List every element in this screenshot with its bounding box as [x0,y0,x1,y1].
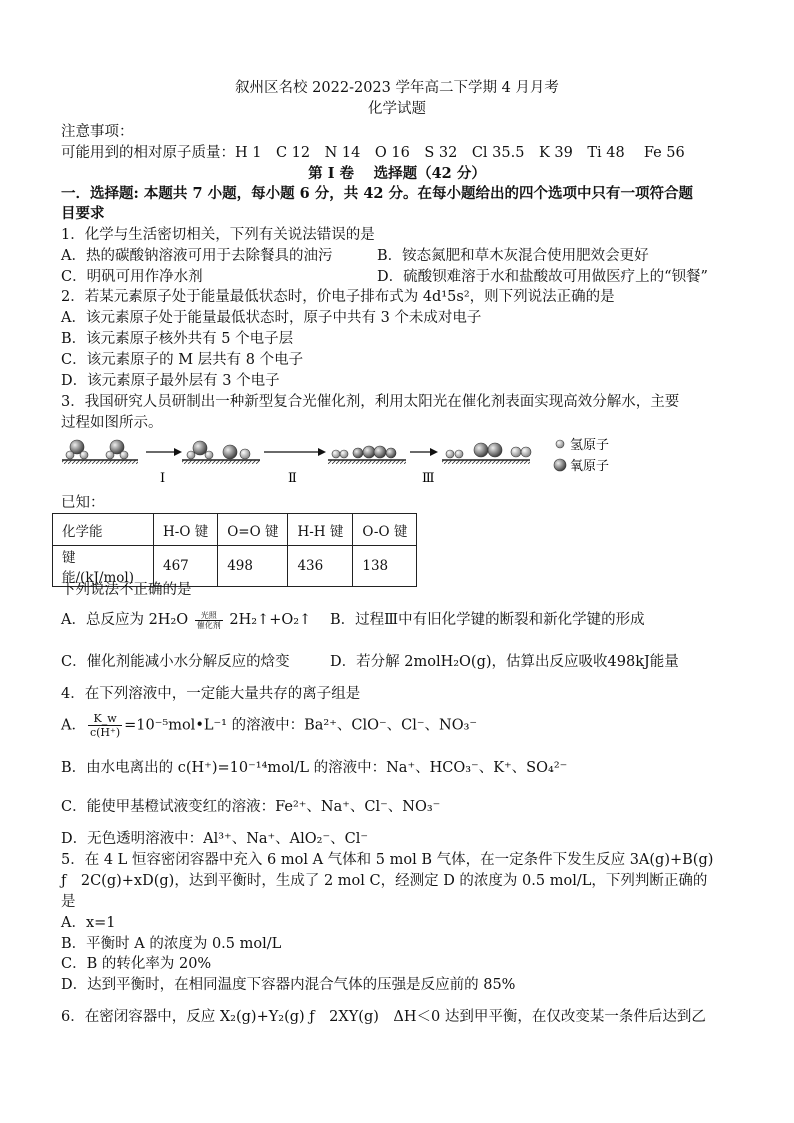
legend-oxygen: 氧原子 [570,459,610,474]
water-splitting-diagram [60,432,660,488]
arrow-step-1 [146,448,182,486]
q2-option-a: A．该元素原子处于能量最低状态时，原子中共有 3 个未成对电子 [61,310,482,326]
q2-option-b: B．该元素原子核外共有 5 个电子层 [61,331,294,347]
arrow-condition-top: 光照 [195,611,223,621]
arrow-step-3 [410,448,438,486]
stage-final [442,443,531,464]
stage-initial [62,440,138,464]
stage-after-1 [182,441,260,464]
kw-fraction [88,712,122,739]
table-header: O=O 键 [218,514,288,546]
q5-stem-1: 5．在 4 L 恒容密闭容器中充入 6 mol A 气体和 5 mol B 气体，在一定条件下发生反应 3A(g)+B(g) [61,852,714,868]
q1-option-c: C．明矾可用作净水剂 [61,269,203,285]
step-3-label: Ⅲ [422,471,435,486]
q3-option-d: D．若分解 2molH₂O(g)，估算出反应吸收498kJ能量 [330,654,679,670]
stage-after-2 [328,446,406,464]
q4-option-c: C．能使甲基橙试液变红的溶液：Fe²⁺、Na⁺、Cl⁻、NO₃⁻ [61,799,441,815]
section-instructions-2: 目要求 [61,205,105,222]
q3-a-prefix: A．总反应为 2H₂O [61,612,189,628]
atomic-masses: 可能用到的相对原子质量：H 1 C 12 N 14 O 16 S 32 Cl 35.5 K 39 Ti 48 Fe 56 [61,145,685,161]
table-header: 化学能 [53,514,154,546]
table-cell: 498 [218,546,288,587]
bond-energy-table [52,513,417,587]
exam-subtitle: 化学试题 [368,101,426,117]
q3-known: 已知： [61,495,105,511]
q5-stem-3: 是 [61,894,76,910]
step-1-label: I [160,471,166,486]
table-cell: 436 [288,546,353,587]
q5-stem-2: ƒ 2C(g)+xD(g)，达到平衡时，生成了 2 mol C，经测定 D 的浓度为 0.5 mol/L，下列判断正确的 [61,873,708,889]
hydrogen-atom-icon [556,440,564,448]
fraction-numerator: K_w [88,712,122,726]
section-instructions-1: 一．选择题: 本题共 7 小题，每小题 6 分，共 42 分。在每小题给出的四个选项中只有一项符合题 [61,185,694,202]
q3-option-a [61,610,311,630]
q5-option-a: A．x=1 [61,915,116,931]
diagram-legend [554,438,609,474]
q1-stem: 1．化学与生活密切相关，下列有关说法错误的是 [61,227,375,243]
exam-title: 叙州区名校 2022-2023 学年高二下学期 4 月月考 [235,80,559,96]
q1-option-b: B．铵态氮肥和草木灰混合使用肥效会更好 [377,248,649,264]
table-header: O-O 键 [353,514,417,546]
q1-option-d: D．硫酸钡难溶于水和盐酸故可用做医疗上的“钡餐” [377,269,708,285]
oxygen-atom-icon [554,459,566,471]
q3-option-b: B．过程Ⅲ中有旧化学键的断裂和新化学键的形成 [330,612,645,628]
q4-option-d: D．无色透明溶液中：Al³⁺、Na⁺、AlO₂⁻、Cl⁻ [61,831,369,847]
table-header: H-O 键 [154,514,218,546]
q1-option-a: A．热的碳酸钠溶液可用于去除餐具的油污 [61,248,333,264]
q2-stem: 2．若某元素原子处于能量最低状态时，价电子排布式为 4d¹5s²，则下列说法正确的是 [61,289,615,305]
q5-option-b: B．平衡时 A 的浓度为 0.5 mol/L [61,936,282,952]
q2-option-d: D．该元素原子最外层有 3 个电子 [61,373,280,389]
q4-a-text: =10⁻⁵mol•L⁻¹ 的溶液中：Ba²⁺、ClO⁻、Cl⁻、NO₃⁻ [124,717,478,734]
reaction-arrow [195,611,223,630]
notes-heading: 注意事项： [61,124,134,140]
table-header: H-H 键 [288,514,353,546]
section-heading: 第 I 卷 选择题（42 分） [308,165,486,182]
table-cell: 138 [353,546,417,587]
q3-question: 下列说法不正确的是 [61,582,192,598]
q4-a-label: A． [61,717,86,734]
q3-option-c: C．催化剂能减小水分解反应的焓变 [61,654,290,670]
arrow-condition-bottom: 催化剂 [196,620,221,630]
table-cell: 467 [154,546,218,587]
q5-option-c: C．B 的转化率为 20% [61,956,212,972]
q3-stem-2: 过程如图所示。 [61,415,163,431]
q4-option-a [61,712,477,739]
fraction-denominator: c(H⁺) [89,726,121,739]
q3-stem-1: 3．我国研究人员研制出一种新型复合光催化剂，利用太阳光在催化剂表面实现高效分解水，主要 [61,394,680,410]
q4-stem: 4．在下列溶液中，一定能大量共存的离子组是 [61,686,361,702]
table-header-row [53,514,417,546]
q5-option-d: D．达到平衡时，在相同温度下容器内混合气体的压强是反应前的 85% [61,977,516,993]
table-row-label: 键能/(kJ/mol) [53,546,154,587]
q2-option-c: C．该元素原子的 M 层共有 8 个电子 [61,352,304,368]
q3-a-suffix: 2H₂↑+O₂↑ [229,612,312,628]
q6-stem-1: 6．在密闭容器中，反应 X₂(g)+Y₂(g) ƒ 2XY(g) ΔH＜0 达到甲平衡，在仅改变某一条件后达到乙 [61,1009,706,1025]
q4-option-b: B．由水电离出的 c(H⁺)=10⁻¹⁴mol/L 的溶液中：Na⁺、HCO₃⁻、K⁺、SO₄²⁻ [61,760,568,776]
arrow-step-2 [264,448,326,486]
legend-hydrogen: 氢原子 [570,438,610,453]
step-2-label: Ⅱ [288,471,297,486]
